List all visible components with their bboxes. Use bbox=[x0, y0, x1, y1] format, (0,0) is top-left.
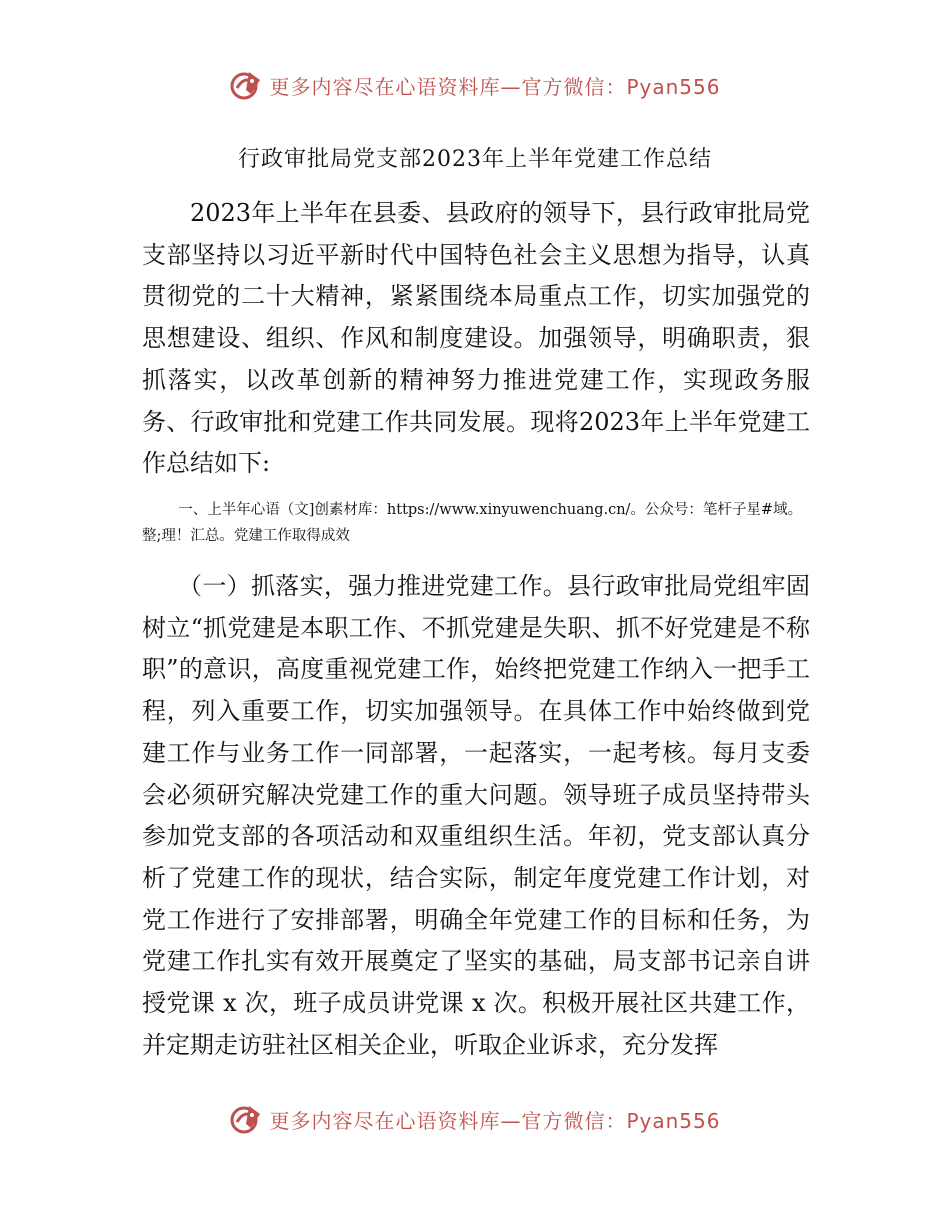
header-banner bbox=[0, 68, 950, 102]
pen-logo-icon bbox=[229, 1102, 263, 1136]
header-banner-text: 更多内容尽在心语资料库—官方微信：Pyan556 bbox=[269, 74, 721, 99]
section1-paragraph: （一）抓落实，强力推进党建工作。县行政审批局党组牢固树立“抓党建是本职工作、不抓党建是失职、抓不好党建是不称职”的意识，高度重视党建工作，始终把党建工作纳入一把手工程，列入重要工作，切实加强领导。在具体工作中始终做到党建工作与业务工作一同部署，一起落实，一起考核。每月支委会必须研究解决党建工作的重大问题。领导班子成员坚持带头参加党支部的各项活动和双重组织生活。年初，党支部认真分析了党建工作的现状，结合实际，制定年度党建工作计划，对党工作进行了安排部署，明确全年党建工作的目标和任务，为党建工作扎实有效开展奠定了坚实的基础，局支部书记亲自讲授党课 x 次，班子成员讲党课 x 次。积极开展社区共建工作，并定期走访驻社区相关企业，听取企业诉求，充分发挥 bbox=[142, 572, 810, 1059]
footer-banner bbox=[0, 1102, 950, 1136]
pen-logo-icon bbox=[229, 68, 263, 102]
section-heading-note: 一、上半年心语（文]创素材库：https://www.xinyuwenchuang.cn/。公众号：笔杆子星#域。整;理！汇总。党建工作取得成效 bbox=[142, 502, 803, 544]
footer-banner-text: 更多内容尽在心语资料库—官方微信：Pyan556 bbox=[269, 1108, 721, 1133]
document-title: 行政审批局党支部2023年上半年党建工作总结 bbox=[238, 147, 712, 172]
intro-paragraph: 2023年上半年在县委、县政府的领导下，县行政审批局党支部坚持以习近平新时代中国特色社会主义思想为指导，认真贯彻党的二十大精神，紧紧围绕本局重点工作，切实加强党的思想建设、组织、作风和制度建设。加强领导，明确职责，狠抓落实，以改革创新的精神努力推进党建工作，实现政务服务、行政审批和党建工作共同发展。现将2023年上半年党建工作总结如下: bbox=[142, 199, 810, 478]
